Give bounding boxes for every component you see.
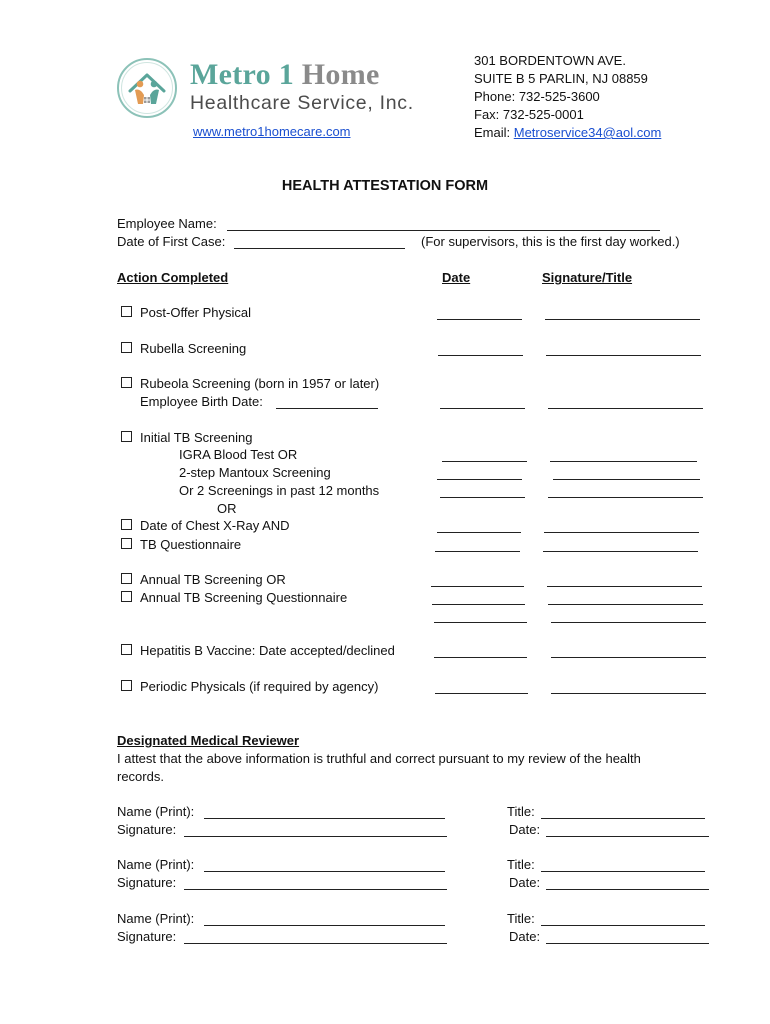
reviewer1-name-label: Name (Print): <box>117 804 195 819</box>
item-chest-xray <box>121 518 290 533</box>
reviewer2-title-label: Title: <box>507 857 535 872</box>
extra-signature-field[interactable] <box>551 622 706 623</box>
chest-xray-signature-field[interactable] <box>544 532 699 533</box>
rubella-date-field[interactable] <box>438 355 523 356</box>
post-offer-signature-field[interactable] <box>545 319 700 320</box>
brand-name <box>190 58 380 92</box>
company-logo-icon <box>116 57 178 119</box>
attestation-text-line1: I attest that the above information is truthful and correct pursuant to my review of the health <box>117 751 641 766</box>
tb-questionnaire-checkbox[interactable] <box>121 538 132 549</box>
reviewer1-title-field[interactable] <box>541 818 705 819</box>
reviewer3-date-label: Date: <box>509 929 541 944</box>
post-offer-checkbox[interactable] <box>121 306 132 317</box>
reviewer1-signature-label: Signature: <box>117 822 177 837</box>
col-date-header: Date <box>442 270 471 285</box>
post-offer-date-field[interactable] <box>437 319 522 320</box>
chest-xray-date-field[interactable] <box>437 532 521 533</box>
form-title: HEALTH ATTESTATION FORM <box>281 178 489 194</box>
rubeola-signature-field[interactable] <box>548 408 703 409</box>
first-case-field[interactable] <box>234 248 405 249</box>
item-annual-tb-questionnaire <box>121 590 347 605</box>
phone-number: Phone: 732-525-3600 <box>474 89 600 104</box>
reviewer3-date-field[interactable] <box>546 943 709 944</box>
annual-tb-questionnaire-signature-field[interactable] <box>548 604 703 605</box>
col-signature-header: Signature/Title <box>542 270 633 285</box>
reviewer3-signature-field[interactable] <box>184 943 447 944</box>
reviewer1-title-label: Title: <box>507 804 535 819</box>
item-initial-tb <box>121 430 253 445</box>
initial-tb-checkbox[interactable] <box>121 431 132 442</box>
item-post-offer <box>121 305 251 320</box>
website-link[interactable]: www.metro1homecare.com <box>193 124 351 139</box>
reviewer3-name-label: Name (Print): <box>117 911 195 926</box>
item-annual-tb <box>121 572 286 587</box>
attestation-text-line2: records. <box>117 769 164 784</box>
hepatitis-b-date-field[interactable] <box>434 657 527 658</box>
item-label: Periodic Physicals (if required by agency) <box>140 679 379 694</box>
chest-xray-checkbox[interactable] <box>121 519 132 530</box>
or-label: OR <box>217 501 237 516</box>
reviewer2-date-label: Date: <box>509 875 541 890</box>
item-label: Annual TB Screening Questionnaire <box>140 590 348 605</box>
periodic-physicals-date-field[interactable] <box>435 693 528 694</box>
hepatitis-b-signature-field[interactable] <box>551 657 706 658</box>
rubella-checkbox[interactable] <box>121 342 132 353</box>
two-screenings-date-field[interactable] <box>440 497 525 498</box>
item-label: Initial TB Screening <box>140 430 253 445</box>
brand-name-part2: Home <box>301 58 380 91</box>
item-rubeola <box>121 376 379 391</box>
item-periodic-physicals <box>121 679 378 694</box>
extra-date-field[interactable] <box>434 622 527 623</box>
periodic-physicals-checkbox[interactable] <box>121 680 132 691</box>
item-label: Hepatitis B Vaccine: Date accepted/declined <box>140 643 395 658</box>
reviewer1-date-field[interactable] <box>546 836 709 837</box>
tb-questionnaire-signature-field[interactable] <box>543 551 698 552</box>
reviewer2-signature-field[interactable] <box>184 889 447 890</box>
first-case-label: Date of First Case: <box>117 234 226 249</box>
first-case-note: (For supervisors, this is the first day worked.) <box>421 234 680 249</box>
item-hepatitis-b <box>121 643 395 658</box>
item-tb-questionnaire <box>121 537 241 552</box>
reviewer3-title-field[interactable] <box>541 925 705 926</box>
mantoux-signature-field[interactable] <box>553 479 700 480</box>
reviewer3-signature-label: Signature: <box>117 929 177 944</box>
annual-tb-signature-field[interactable] <box>547 586 702 587</box>
item-label: Date of Chest X-Ray AND <box>140 518 290 533</box>
reviewer1-signature-field[interactable] <box>184 836 447 837</box>
address-line1: 301 BORDENTOWN AVE. <box>474 53 626 68</box>
periodic-physicals-signature-field[interactable] <box>551 693 706 694</box>
reviewer1-date-label: Date: <box>509 822 541 837</box>
rubella-signature-field[interactable] <box>546 355 701 356</box>
item-label: Post-Offer Physical <box>140 305 252 320</box>
annual-tb-questionnaire-checkbox[interactable] <box>121 591 132 602</box>
birth-date-field[interactable] <box>276 408 378 409</box>
email-link[interactable]: Metroservice34@aol.com <box>513 125 662 140</box>
annual-tb-questionnaire-date-field[interactable] <box>432 604 525 605</box>
brand-name-part1: Metro 1 <box>190 58 302 91</box>
reviewer2-title-field[interactable] <box>541 871 705 872</box>
reviewer1-name-field[interactable] <box>204 818 445 819</box>
reviewer2-name-label: Name (Print): <box>117 857 195 872</box>
two-screenings-signature-field[interactable] <box>548 497 703 498</box>
reviewer2-name-field[interactable] <box>204 871 445 872</box>
annual-tb-date-field[interactable] <box>431 586 524 587</box>
item-rubella <box>121 341 246 356</box>
mantoux-label: 2-step Mantoux Screening <box>179 465 331 480</box>
email-line <box>474 124 661 142</box>
tb-questionnaire-date-field[interactable] <box>435 551 520 552</box>
employee-name-label: Employee Name: <box>117 216 217 231</box>
igra-label: IGRA Blood Test OR <box>179 447 298 462</box>
hepatitis-b-checkbox[interactable] <box>121 644 132 655</box>
reviewer2-date-field[interactable] <box>546 889 709 890</box>
reviewer-heading: Designated Medical Reviewer <box>117 733 300 748</box>
col-action-header: Action Completed <box>117 270 229 285</box>
igra-date-field[interactable] <box>442 461 527 462</box>
rubeola-date-field[interactable] <box>440 408 525 409</box>
item-label: Rubeola Screening (born in 1957 or later) <box>140 376 380 391</box>
item-label: Rubella Screening <box>140 341 247 356</box>
annual-tb-checkbox[interactable] <box>121 573 132 584</box>
brand-tagline: Healthcare Service, Inc. <box>190 92 414 114</box>
reviewer3-name-field[interactable] <box>204 925 445 926</box>
two-screenings-label: Or 2 Screenings in past 12 months <box>179 483 380 498</box>
employee-name-field[interactable] <box>227 230 660 231</box>
reviewer2-signature-label: Signature: <box>117 875 177 890</box>
item-label: TB Questionnaire <box>140 537 242 552</box>
mantoux-date-field[interactable] <box>437 479 522 480</box>
rubeola-checkbox[interactable] <box>121 377 132 388</box>
item-label: Annual TB Screening OR <box>140 572 286 587</box>
birth-date-label: Employee Birth Date: <box>140 394 263 409</box>
fax-number: Fax: 732-525-0001 <box>474 107 584 122</box>
address-line2: SUITE B 5 PARLIN, NJ 08859 <box>474 71 648 86</box>
igra-signature-field[interactable] <box>550 461 697 462</box>
reviewer3-title-label: Title: <box>507 911 535 926</box>
email-label: Email: <box>474 125 514 140</box>
